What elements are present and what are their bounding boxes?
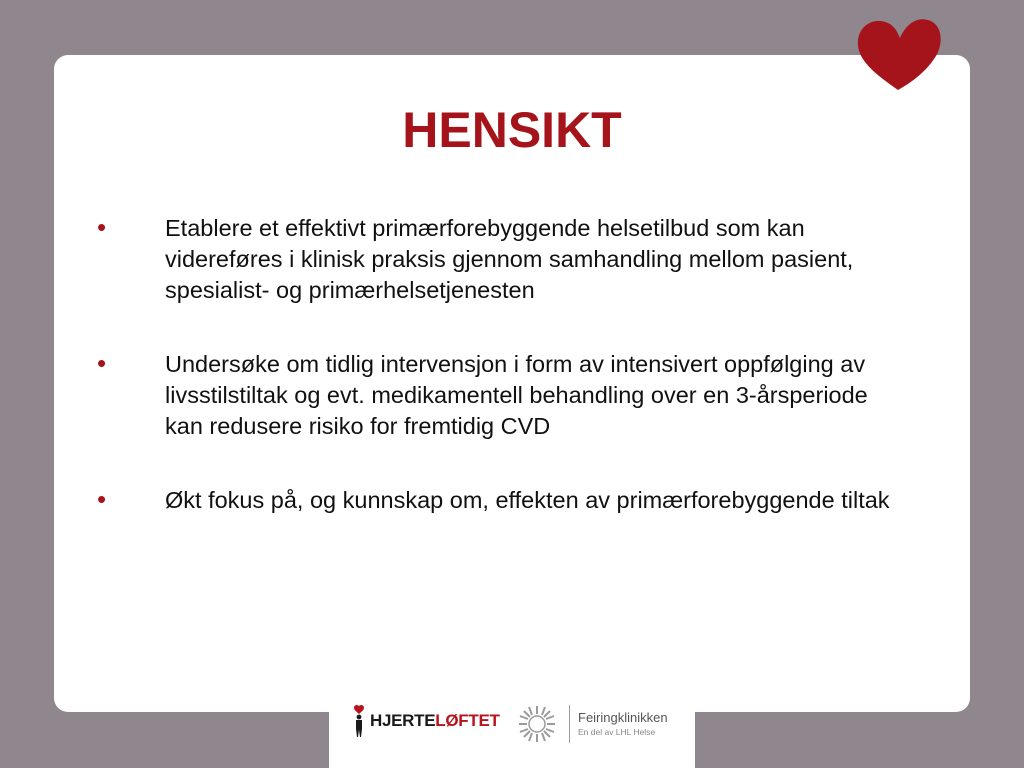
slide-title: HENSIKT	[402, 102, 622, 158]
bullet-item	[95, 213, 895, 306]
hjerteloftet-logo	[352, 704, 500, 738]
hjerteloftet-wordmark: HJERTELØFTET	[370, 711, 500, 730]
heart-icon	[852, 14, 944, 94]
feiringklinikken-name: Feiringklinikken	[578, 710, 668, 725]
bullet-list	[95, 213, 895, 559]
bullet-text: Undersøke om tidlig intervensjon i form av intensivert oppfølging av livsstilstiltak og evt. medikamentell behandling over en 3-årsperiode kan redusere risiko for fremtidig CVD	[165, 351, 868, 439]
bullet-dot: •	[97, 348, 107, 378]
logo-divider	[569, 705, 570, 743]
feiringklinikken-subtitle: En del av LHL Helse	[578, 727, 656, 737]
bullet-item	[95, 485, 895, 516]
feiringklinikken-text	[578, 710, 668, 738]
bullet-dot: •	[97, 484, 107, 514]
bullet-text: Økt fokus på, og kunnskap om, effekten av primærforebyggende tiltak	[165, 487, 890, 513]
bullet-dot: •	[97, 212, 107, 242]
person-heart-icon	[352, 704, 366, 738]
feiringklinikken-logo	[515, 702, 668, 746]
bullet-text: Etablere et effektivt primærforebyggende helsetilbud som kan videreføres i klinisk praksis gjennom samhandling mellom pasient, spesialist- og primærhelsetjenesten	[165, 215, 854, 303]
bullet-item	[95, 349, 895, 442]
sunburst-icon	[515, 702, 559, 746]
